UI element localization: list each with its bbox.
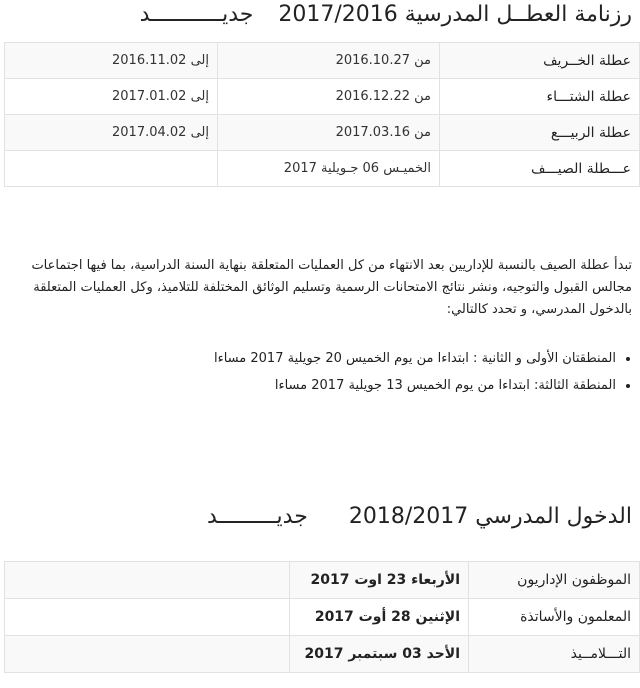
table-row (5, 115, 640, 151)
new-badge: جديـــــــــــد (139, 2, 254, 27)
holiday-label: عطلة الشتـــاء (440, 79, 640, 115)
holiday-label: عطلة الخــريف (440, 43, 640, 79)
new-badge: جديـــــــــد (207, 504, 308, 529)
holiday-to: إلى 2017.04.02 (5, 115, 218, 151)
group-label: التـــلامــيذ (469, 636, 640, 673)
holiday-from: الخميـس 06 جـويلية 2017 (218, 151, 440, 187)
holiday-label: عـــطلة الصيـــف (440, 151, 640, 187)
holiday-to: إلى 2016.11.02 (5, 43, 218, 79)
return-date: الأربعاء 23 اوت 2017 (290, 562, 469, 599)
list-item: • المنطقة الثالثة: ابتداءا من يوم الخميس 13 جويلية 2017 مساءا (18, 372, 616, 399)
group-label: المعلمون والأساتذة (469, 599, 640, 636)
table-row (5, 636, 640, 673)
school-return-table (4, 561, 640, 673)
return-date: الأحد 03 سبتمبر 2017 (290, 636, 469, 673)
list-item: • المنطقتان الأولى و الثانية : ابتداءا من يوم الخميس 20 جويلية 2017 مساءا (18, 345, 616, 372)
summer-holiday-paragraph: تبدأ عطلة الصيف بالنسبة للإداريين بعد الانتهاء من كل العمليات المتعلقة بنهاية السنة الدراسية، بما فيها اجتماعات مجالس القبول والتوجيه، ونشر نتائج الامتحانات الرسمية وتسليم الوثائق المختلفة للتلاميذ، وكل العمليات المتعلقة بالدخول المدرسي، و تحدد كالتالي: (31, 258, 632, 317)
table-row (5, 599, 640, 636)
empty-cell (5, 562, 290, 599)
table-row (5, 79, 640, 115)
holiday-table (4, 42, 640, 187)
empty-cell (5, 599, 290, 636)
holiday-from: من 2017.03.16 (218, 115, 440, 151)
table-row (5, 151, 640, 187)
school-return-title-text: الدخول المدرسي 2018/2017 (348, 504, 632, 529)
regions-list (18, 345, 640, 399)
holiday-to (5, 151, 218, 187)
holiday-from: من 2016.12.22 (218, 79, 440, 115)
group-label: الموظفون الإداريون (469, 562, 640, 599)
return-date: الإثنين 28 أوت 2017 (290, 599, 469, 636)
table-row (5, 43, 640, 79)
holiday-to: إلى 2017.01.02 (5, 79, 218, 115)
school-return-title (8, 504, 632, 529)
holiday-from: من 2016.10.27 (218, 43, 440, 79)
holiday-calendar-title (8, 2, 632, 27)
table-row (5, 562, 640, 599)
empty-cell (5, 636, 290, 673)
holiday-label: عطلة الربيـــع (440, 115, 640, 151)
holiday-calendar-title-text: رزنامة العطــل المدرسية 2017/2016 (278, 2, 632, 27)
